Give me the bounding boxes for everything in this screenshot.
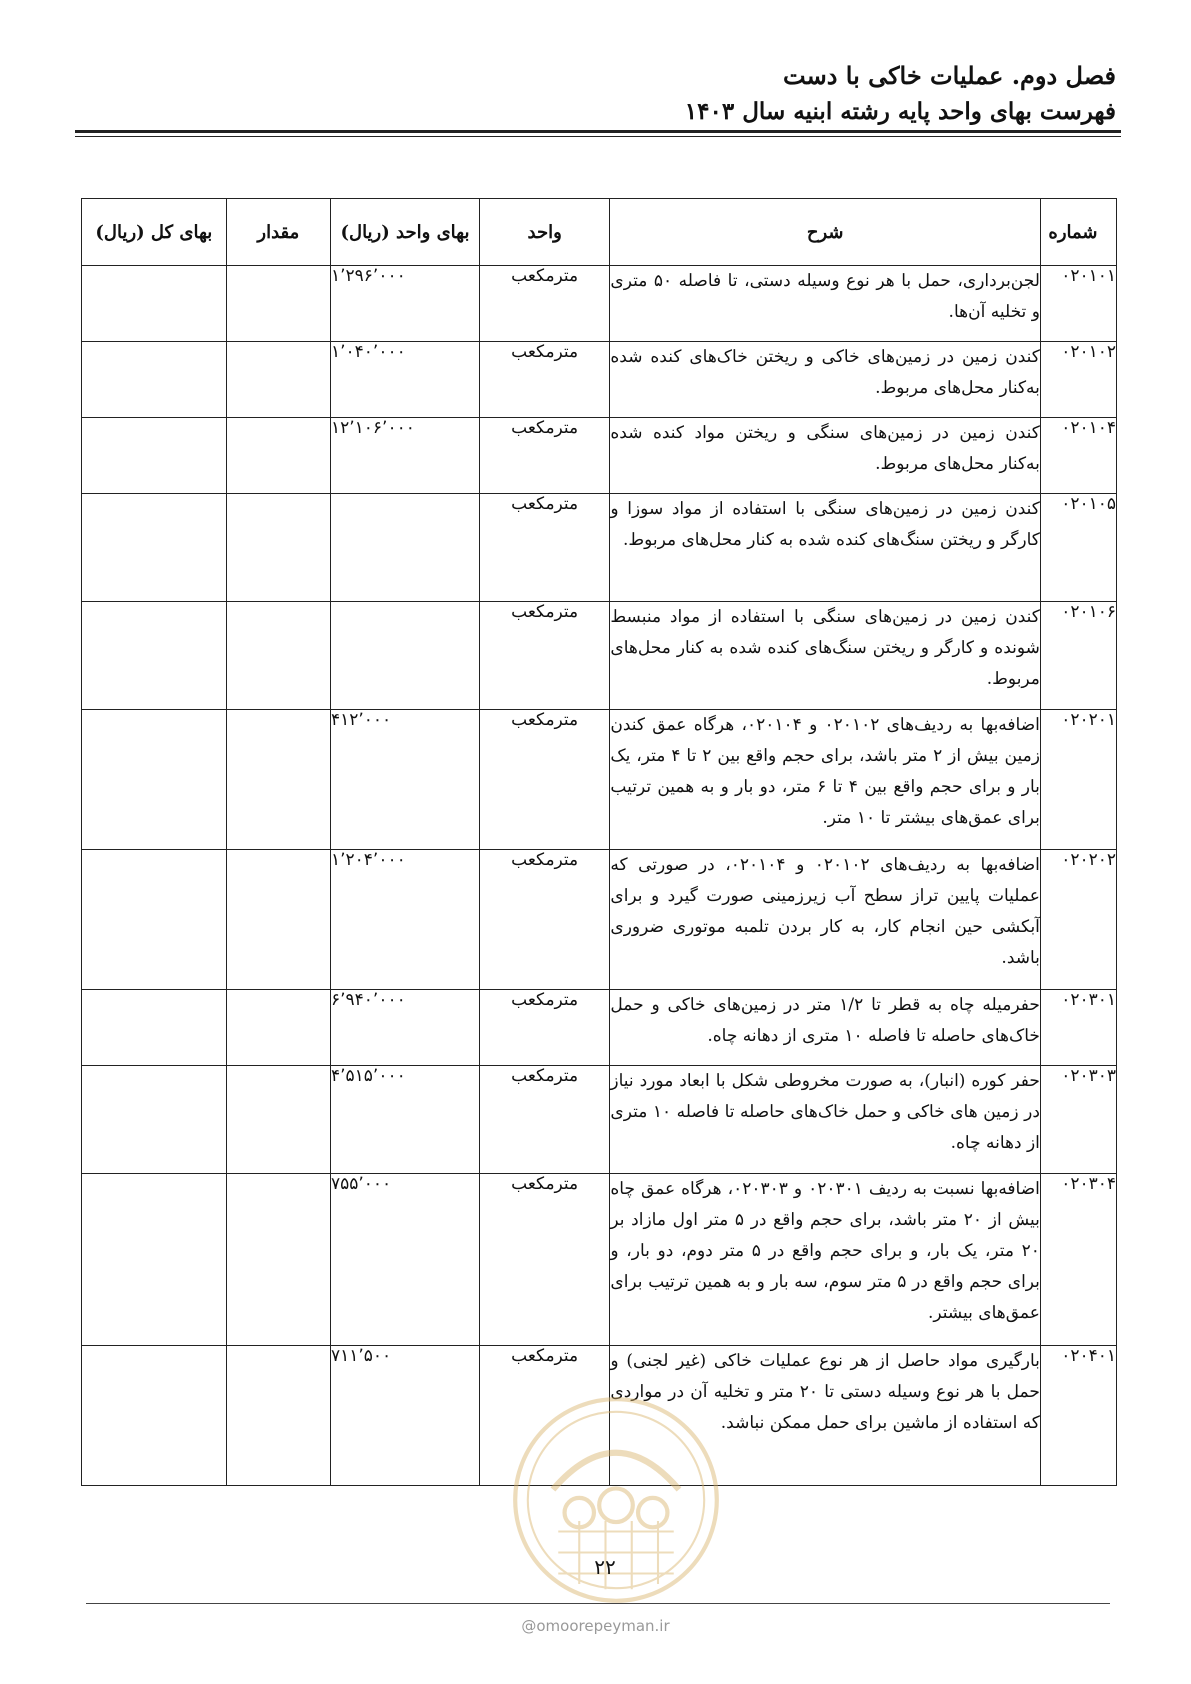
item-description: حفر کوره (انبار)، به صورت مخروطی شکل با ابعاد مورد نیاز در زمین های خاکی و حمل خاک‌های حاصله تا فاصله ۱۰ متری از دهانه چاه. xyxy=(610,1066,1041,1174)
item-quantity xyxy=(226,990,330,1066)
item-code: ۰۲۰۳۰۱ xyxy=(1040,990,1116,1066)
item-unit: مترمکعب xyxy=(479,710,609,850)
item-total-price xyxy=(82,342,227,418)
item-unit: مترمکعب xyxy=(479,418,609,494)
item-quantity xyxy=(226,1066,330,1174)
item-unit: مترمکعب xyxy=(479,850,609,990)
item-quantity xyxy=(226,418,330,494)
item-unit-price: ۱٬۰۴۰٬۰۰۰ xyxy=(331,342,480,418)
item-total-price xyxy=(82,418,227,494)
item-unit-price: ۱٬۲۰۴٬۰۰۰ xyxy=(331,850,480,990)
item-quantity xyxy=(226,850,330,990)
item-total-price xyxy=(82,1066,227,1174)
item-unit-price: ۱۲٬۱۰۶٬۰۰۰ xyxy=(331,418,480,494)
item-code: ۰۲۰۱۰۲ xyxy=(1040,342,1116,418)
item-code: ۰۲۰۴۰۱ xyxy=(1040,1346,1116,1486)
item-unit: مترمکعب xyxy=(479,1066,609,1174)
item-description: بارگیری مواد حاصل از هر نوع عملیات خاکی (غیر لجنی) و حمل با هر نوع وسیله دستی تا ۲۰ متر و تخلیه آن در مواردی که استفاده از ماشین برای حمل ممکن نباشد. xyxy=(610,1346,1041,1486)
item-unit: مترمکعب xyxy=(479,602,609,710)
table-row xyxy=(82,266,1117,342)
item-description: حفرمیله چاه به قطر تا ۱/۲ متر در زمین‌های خاکی و حمل خاک‌های حاصله تا فاصله ۱۰ متری از دهانه چاه. xyxy=(610,990,1041,1066)
item-total-price xyxy=(82,710,227,850)
table-row xyxy=(82,494,1117,602)
item-quantity xyxy=(226,1346,330,1486)
document-title: فهرست بهای واحد پایه رشته ابنیه سال ۱۴۰۳ xyxy=(684,98,1116,125)
item-code: ۰۲۰۳۰۴ xyxy=(1040,1174,1116,1346)
page-header xyxy=(70,58,1116,130)
item-unit: مترمکعب xyxy=(479,1346,609,1486)
item-quantity xyxy=(226,266,330,342)
table-row xyxy=(82,990,1117,1066)
table-row xyxy=(82,710,1117,850)
item-quantity xyxy=(226,342,330,418)
column-header-code: شماره xyxy=(1040,199,1116,266)
item-unit: مترمکعب xyxy=(479,990,609,1066)
chapter-title: فصل دوم. عملیات خاکی با دست xyxy=(783,61,1116,90)
item-description: کندن زمین در زمین‌های سنگی با استفاده از مواد منبسط شونده و کارگر و ریختن سنگ‌های کنده شده به کنار محل‌های مربوط. xyxy=(610,602,1041,710)
item-code: ۰۲۰۱۰۵ xyxy=(1040,494,1116,602)
table-row xyxy=(82,418,1117,494)
item-total-price xyxy=(82,602,227,710)
table-row xyxy=(82,342,1117,418)
item-description: کندن زمین در زمین‌های سنگی با استفاده از مواد سوزا و کارگر و ریختن سنگ‌های کنده شده به کنار محل‌های مربوط. xyxy=(610,494,1041,602)
column-header-quantity: مقدار xyxy=(226,199,330,266)
item-quantity xyxy=(226,602,330,710)
item-code: ۰۲۰۲۰۱ xyxy=(1040,710,1116,850)
column-header-total-price: بهای کل (ریال) xyxy=(82,199,227,266)
item-total-price xyxy=(82,266,227,342)
item-quantity xyxy=(226,494,330,602)
column-header-unit-price: بهای واحد (ریال) xyxy=(331,199,480,266)
footer-rule xyxy=(86,1603,1110,1604)
item-unit-price: ۷۱۱٬۵۰۰ xyxy=(331,1346,480,1486)
item-unit-price: ۶٬۹۴۰٬۰۰۰ xyxy=(331,990,480,1066)
table-row xyxy=(82,1066,1117,1174)
item-code: ۰۲۰۱۰۴ xyxy=(1040,418,1116,494)
website-watermark: @omoorepeyman.ir xyxy=(521,1617,670,1635)
column-header-unit: واحد xyxy=(479,199,609,266)
item-unit-price: ۴۱۲٬۰۰۰ xyxy=(331,710,480,850)
table-row xyxy=(82,1174,1117,1346)
item-unit: مترمکعب xyxy=(479,494,609,602)
item-description: لجن‌برداری، حمل با هر نوع وسیله دستی، تا فاصله ۵۰ متری و تخلیه آن‌ها. xyxy=(610,266,1041,342)
item-quantity xyxy=(226,710,330,850)
item-code: ۰۲۰۲۰۲ xyxy=(1040,850,1116,990)
item-description: اضافه‌بها به ردیف‌های ۰۲۰۱۰۲ و ۰۲۰۱۰۴، هرگاه عمق کندن زمین بیش از ۲ متر باشد، برای حجم واقع بین ۲ تا ۴ متر، یک بار و برای حجم واقع بین ۴ تا ۶ متر، دو بار و به همین ترتیب برای عمق‌های بیشتر تا ۱۰ متر. xyxy=(610,710,1041,850)
item-total-price xyxy=(82,494,227,602)
item-quantity xyxy=(226,1174,330,1346)
item-unit: مترمکعب xyxy=(479,1174,609,1346)
item-unit: مترمکعب xyxy=(479,266,609,342)
item-description: کندن زمین در زمین‌های خاکی و ریختن خاک‌های کنده شده به‌کنار محل‌های مربوط. xyxy=(610,342,1041,418)
header-rule-thin xyxy=(75,136,1121,137)
item-code: ۰۲۰۱۰۱ xyxy=(1040,266,1116,342)
page-number: ۲۲ xyxy=(594,1555,616,1579)
item-description: اضافه‌بها به ردیف‌های ۰۲۰۱۰۲ و ۰۲۰۱۰۴، در صورتی که عملیات پایین تراز سطح آب زیرزمینی صورت گیرد و برای آبکشی حین انجام کار، به کار بردن تلمبه موتوری ضروری باشد. xyxy=(610,850,1041,990)
item-code: ۰۲۰۱۰۶ xyxy=(1040,602,1116,710)
item-unit: مترمکعب xyxy=(479,342,609,418)
item-unit-price xyxy=(331,602,480,710)
table-row xyxy=(82,602,1117,710)
item-code: ۰۲۰۳۰۳ xyxy=(1040,1066,1116,1174)
item-description: کندن زمین در زمین‌های سنگی و ریختن مواد کنده شده به‌کنار محل‌های مربوط. xyxy=(610,418,1041,494)
price-list-table xyxy=(81,198,1117,1486)
item-total-price xyxy=(82,850,227,990)
header-rule-thick xyxy=(75,130,1121,133)
item-total-price xyxy=(82,990,227,1066)
table-row xyxy=(82,850,1117,990)
item-unit-price: ۱٬۲۹۶٬۰۰۰ xyxy=(331,266,480,342)
column-header-description: شرح xyxy=(610,199,1041,266)
item-description: اضافه‌بها نسبت به ردیف ۰۲۰۳۰۱ و ۰۲۰۳۰۳، هرگاه عمق چاه بیش از ۲۰ متر باشد، برای حجم واقع در ۵ متر اول مازاد بر ۲۰ متر، یک بار، و برای حجم واقع در ۵ متر دوم، دو بار، و برای حجم واقع در ۵ متر سوم، سه بار و به همین ترتیب برای عمق‌های بیشتر. xyxy=(610,1174,1041,1346)
table-header-row xyxy=(82,199,1117,266)
item-total-price xyxy=(82,1346,227,1486)
item-unit-price: ۷۵۵٬۰۰۰ xyxy=(331,1174,480,1346)
item-unit-price xyxy=(331,494,480,602)
item-total-price xyxy=(82,1174,227,1346)
item-unit-price: ۴٬۵۱۵٬۰۰۰ xyxy=(331,1066,480,1174)
